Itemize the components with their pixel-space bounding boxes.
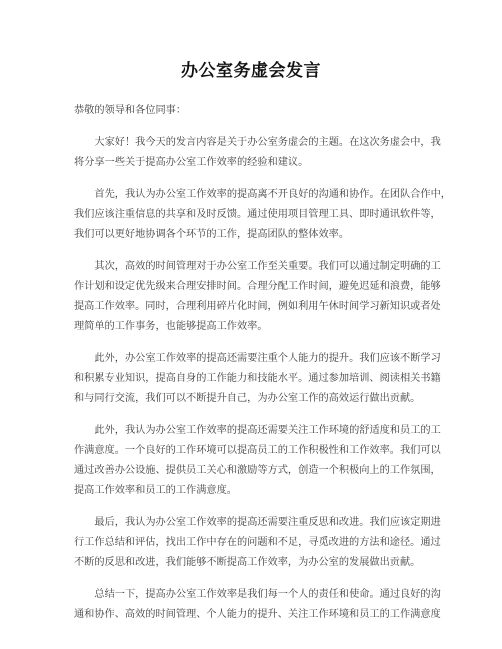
- paragraph-line: 行工作总结和评估，找出工作中存在的问题和不足，寻觅改进的方法和途径。通过: [74, 537, 441, 548]
- paragraph-line: 和与同行交流，我们可以不断提升自己，为办公室工作的高效运行做出贡献。: [74, 393, 421, 404]
- paragraph-line: 不断的反思和改进，我们能够不断提高工作效率，为办公室的发展做出贡献。: [74, 557, 421, 568]
- paragraph-line: 将分享一些关于提高办公室工作效率的经验和建议。: [74, 157, 309, 168]
- paragraph-line: 我们可以更好地协调各个环节的工作，提高团队的整体效率。: [74, 229, 350, 240]
- paragraph-line: 作计划和设定优先级来合理安排时间。合理分配工作时间，避免迟延和浪费，能够: [74, 281, 441, 292]
- paragraph-line: 理简单的工作事务，也能够提高工作效率。: [74, 321, 268, 332]
- paragraph-3: [74, 257, 441, 337]
- paragraph-line: 其次，高效的时间管理对于办公室工作至关重要。我们可以通过制定明确的工: [94, 261, 441, 272]
- paragraph-line: 此外，办公室工作效率的提高还需要注重个人能力的提升。我们应该不断学习: [94, 353, 441, 364]
- paragraph-7: [74, 585, 441, 625]
- paragraph-2: [74, 185, 451, 245]
- paragraph-line: 通过改善办公设施、提供员工关心和激励等方式，创造一个积极向上的工作氛围，: [74, 465, 441, 476]
- paragraph-6: [74, 513, 441, 573]
- paragraph-5: [74, 421, 441, 501]
- paragraph-line: 大家好！我今天的发言内容是关于办公室务虚会的主题。在这次务虚会中，我: [94, 137, 441, 148]
- paragraph-line: 我们应该注重信息的共享和及时反馈。通过使用项目管理工具、即时通讯软件等，: [74, 209, 441, 220]
- paragraph-line: 提高工作效率和员工的工作满意度。: [74, 485, 237, 496]
- paragraph-line: 首先，我认为办公室工作效率的提高离不开良好的沟通和协作。在团队合作中，: [94, 189, 451, 200]
- paragraph-line: 此外，我认为办公室工作效率的提高还需要关注工作环境的舒适度和员工的工: [94, 425, 441, 436]
- paragraph-line: 和积累专业知识，提高自身的工作能力和技能水平。通过参加培训、阅读相关书籍: [74, 373, 441, 384]
- paragraph-line: 提高工作效率。同时，合理利用碎片化时间，例如利用午休时间学习新知识或者处: [74, 301, 441, 312]
- paragraph-1: [74, 133, 441, 173]
- paragraph-line: 总结一下，提高办公室工作效率是我们每一个人的责任和使命。通过良好的沟: [94, 589, 441, 600]
- paragraph-line: 作满意度。一个良好的工作环境可以提高员工的工作积极性和工作效率。我们可以: [74, 445, 441, 456]
- paragraph-4: [74, 349, 441, 409]
- greeting: 恭敬的领导和各位同事：: [74, 105, 187, 116]
- page-title: 办公室务虚会发言: [181, 61, 321, 81]
- paragraph-line: 最后，我认为办公室工作效率的提高还需要注重反思和改进。我们应该定期进: [94, 517, 441, 528]
- paragraph-line: 通和协作、高效的时间管理、个人能力的提升、关注工作环境和员工的工作满意度: [74, 609, 441, 620]
- document-body: [74, 101, 451, 637]
